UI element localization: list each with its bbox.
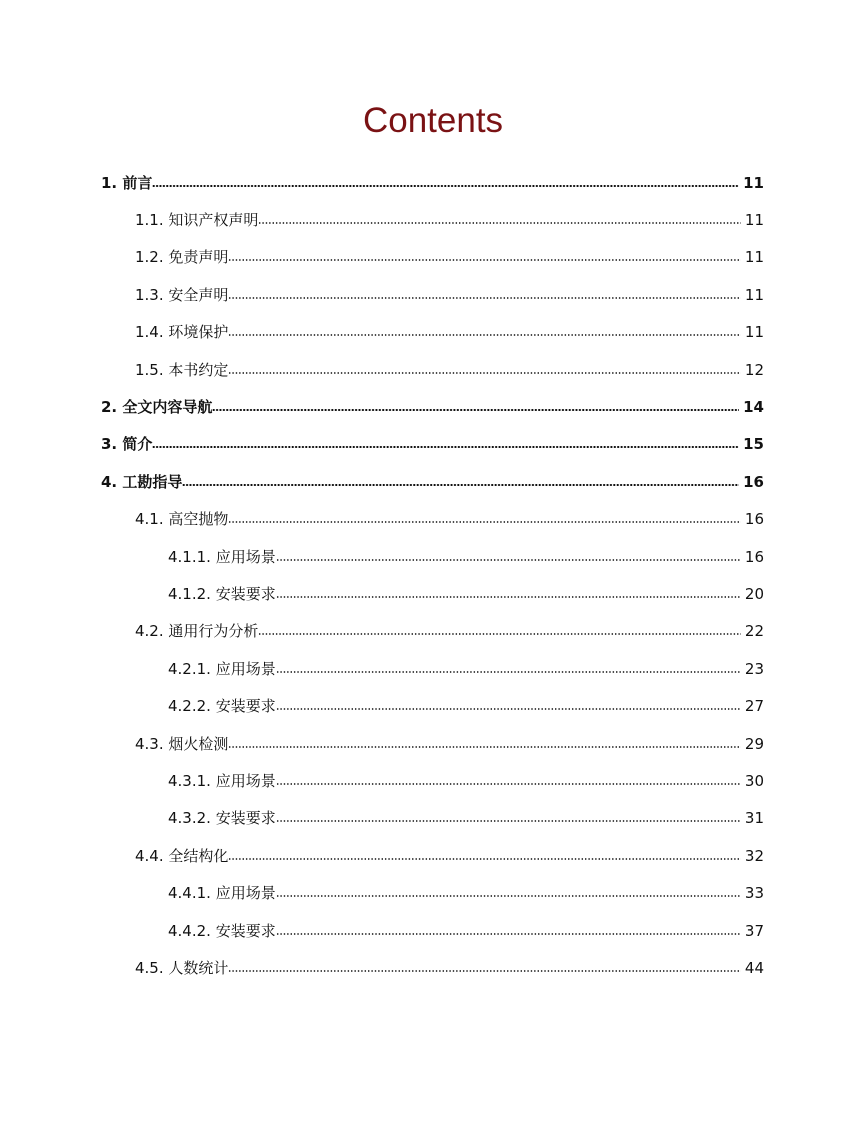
toc-entry-text: 前言 [122, 173, 153, 192]
toc-entry-text: 安装要求 [215, 584, 276, 603]
toc-page-number: 22 [744, 622, 764, 641]
toc-entry-text: 简介 [122, 435, 153, 454]
dot-leader [228, 746, 740, 748]
toc-entry-label [168, 771, 276, 791]
dot-leader [182, 484, 739, 486]
toc-entry-label [168, 696, 276, 716]
toc-entry-label [135, 210, 258, 230]
toc-entry-number: 1.2. [135, 248, 164, 267]
toc-entry-number: 3. [101, 435, 118, 454]
toc-entry-number: 4.2.1. [168, 659, 211, 678]
toc-entry[interactable] [135, 837, 764, 874]
toc-page-number: 16 [744, 510, 764, 529]
toc-entry[interactable] [168, 688, 764, 725]
toc-entry-label [135, 247, 228, 267]
toc-entry-label [135, 322, 228, 342]
toc-entry-label [135, 958, 228, 978]
toc-entry-label [101, 397, 212, 417]
dot-leader [276, 933, 741, 935]
toc-entry-label [101, 434, 152, 454]
toc-entry-text: 安全声明 [168, 285, 229, 304]
toc-entry-label [135, 509, 228, 529]
dot-leader [152, 185, 739, 187]
toc-entry[interactable] [168, 650, 764, 687]
toc-page-number: 30 [744, 771, 764, 790]
dot-leader [212, 409, 739, 411]
toc-entry-label [135, 621, 258, 641]
toc-entry-number: 1.5. [135, 360, 164, 379]
toc-page-number: 27 [744, 697, 764, 716]
toc-entry-label [168, 547, 276, 567]
toc-entry-text: 环境保护 [168, 323, 229, 342]
toc-entry-text: 应用场景 [215, 884, 276, 903]
toc-page-number: 32 [744, 846, 764, 865]
dot-leader [276, 895, 741, 897]
toc-entry-label [168, 921, 276, 941]
dot-leader [228, 521, 740, 523]
toc-entry[interactable] [101, 426, 764, 463]
toc-page-number: 11 [744, 285, 764, 304]
toc-entry-number: 4.4. [135, 846, 164, 865]
toc-entry-number: 4.4.1. [168, 884, 211, 903]
toc-entry[interactable] [168, 538, 764, 575]
toc-entry-text: 安装要求 [215, 697, 276, 716]
toc-entry-text: 全结构化 [168, 846, 229, 865]
page-title: Contents [362, 101, 504, 140]
toc-entry[interactable] [168, 762, 764, 799]
dot-leader [228, 372, 740, 374]
toc-page-number: 20 [744, 584, 764, 603]
dot-leader [276, 559, 741, 561]
toc-entry-number: 1.1. [135, 210, 164, 229]
toc-entry-number: 4.2. [135, 622, 164, 641]
toc-entry[interactable] [135, 201, 764, 238]
toc-entry-number: 4.3.1. [168, 771, 211, 790]
toc-entry[interactable] [101, 164, 764, 201]
toc-page-number: 14 [743, 397, 764, 416]
toc-entry-text: 人数统计 [168, 958, 229, 977]
dot-leader [276, 596, 741, 598]
toc-entry-label [168, 584, 276, 604]
toc-entry-label [135, 734, 228, 754]
toc-entry-number: 4.4.2. [168, 921, 211, 940]
toc-entry-number: 4.2.2. [168, 697, 211, 716]
toc-entry[interactable] [168, 875, 764, 912]
toc-entry[interactable] [135, 314, 764, 351]
toc-entry-number: 1. [101, 173, 118, 192]
toc-page-number: 12 [744, 360, 764, 379]
dot-leader [276, 671, 741, 673]
toc-page-number: 29 [744, 734, 764, 753]
dot-leader [276, 820, 741, 822]
dot-leader [228, 259, 740, 261]
toc-entry-text: 本书约定 [168, 360, 229, 379]
toc-entry-text: 安装要求 [215, 921, 276, 940]
toc-entry[interactable] [135, 351, 764, 388]
toc-entry-text: 安装要求 [215, 809, 276, 828]
toc-entry-number: 1.4. [135, 323, 164, 342]
toc-entry-number: 4.1. [135, 510, 164, 529]
toc-entry-label [101, 173, 152, 193]
toc-page-number: 11 [744, 210, 764, 229]
toc-entry-number: 2. [101, 397, 118, 416]
dot-leader [152, 446, 739, 448]
toc-page-number: 16 [744, 547, 764, 566]
toc-entry-label [168, 659, 276, 679]
toc-entry-label [168, 883, 276, 903]
toc-entry-text: 应用场景 [215, 659, 276, 678]
toc-page-number: 44 [744, 958, 764, 977]
toc-entry-label [168, 808, 276, 828]
dot-leader [228, 970, 740, 972]
toc-entry-number: 4.5. [135, 958, 164, 977]
toc-entry[interactable] [168, 800, 764, 837]
toc-entry[interactable] [101, 463, 764, 500]
dot-leader [276, 708, 741, 710]
toc-entry[interactable] [135, 239, 764, 276]
dot-leader [276, 783, 741, 785]
toc-entry-number: 4.1.1. [168, 547, 211, 566]
dot-leader [258, 222, 740, 224]
toc-entry-text: 知识产权声明 [168, 210, 259, 229]
toc-page-number: 11 [744, 248, 764, 267]
toc-page-number: 33 [744, 884, 764, 903]
toc-entry-number: 4.3.2. [168, 809, 211, 828]
toc-page-number: 23 [744, 659, 764, 678]
toc-entry-number: 4.3. [135, 734, 164, 753]
toc-entry[interactable] [135, 949, 764, 986]
toc-entry-number: 4. [101, 472, 118, 491]
toc-entry-text: 烟火检测 [168, 734, 229, 753]
toc-entry-text: 工勘指导 [122, 472, 183, 491]
toc-entry-text: 免责声明 [168, 248, 229, 267]
toc-entry-text: 全文内容导航 [122, 397, 213, 416]
dot-leader [228, 297, 740, 299]
toc-entry-number: 4.1.2. [168, 584, 211, 603]
toc-entry[interactable] [135, 501, 764, 538]
dot-leader [228, 858, 740, 860]
toc-entry-label [135, 360, 228, 380]
toc-entry-text: 应用场景 [215, 547, 276, 566]
toc-page-number: 11 [744, 323, 764, 342]
toc-entry[interactable] [168, 575, 764, 612]
dot-leader [258, 633, 740, 635]
toc-page-number: 37 [744, 921, 764, 940]
toc-entry[interactable] [135, 725, 764, 762]
toc-entry-number: 1.3. [135, 285, 164, 304]
toc-entry[interactable] [168, 912, 764, 949]
toc-entry-label [135, 846, 228, 866]
toc-page-number: 31 [744, 809, 764, 828]
toc-entry[interactable] [135, 276, 764, 313]
toc-entry-text: 应用场景 [215, 771, 276, 790]
toc-entry-label [101, 472, 182, 492]
toc-entry[interactable] [101, 388, 764, 425]
toc-page-number: 15 [743, 435, 764, 454]
toc-page-number: 16 [743, 472, 764, 491]
toc-page-number: 11 [743, 173, 764, 192]
dot-leader [228, 334, 740, 336]
toc-entry[interactable] [135, 613, 764, 650]
toc-entry-label [135, 285, 228, 305]
toc-entry-text: 高空抛物 [168, 510, 229, 529]
toc-entry-text: 通用行为分析 [168, 622, 259, 641]
